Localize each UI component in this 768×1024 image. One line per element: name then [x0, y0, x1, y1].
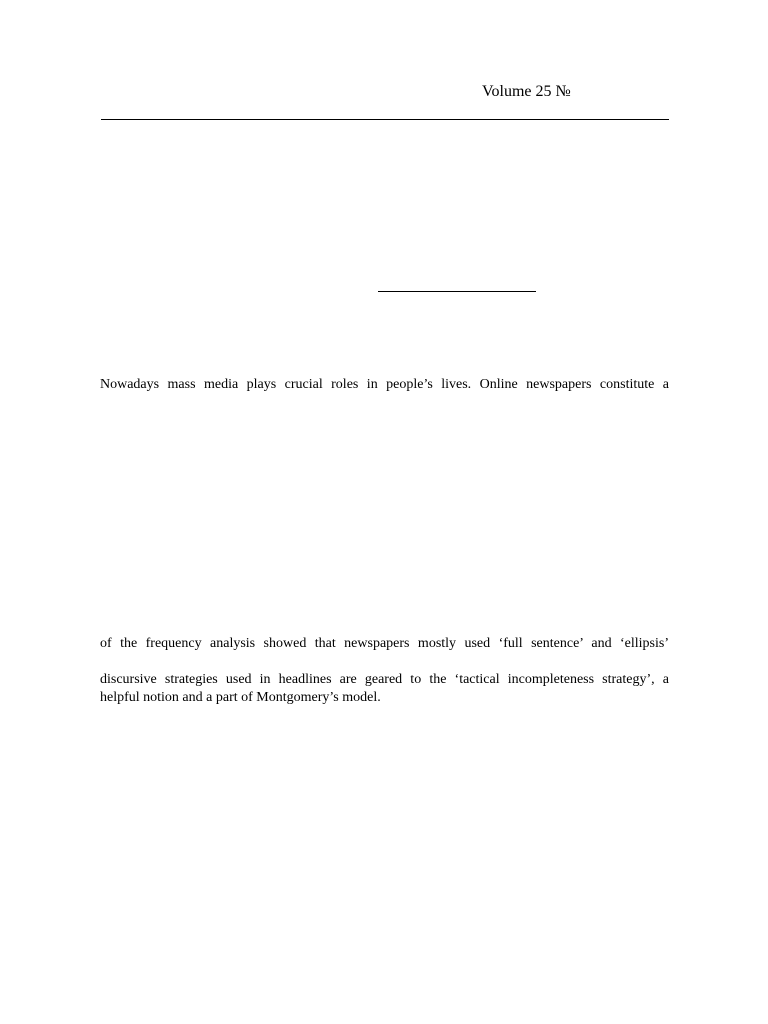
abstract-line-1: Nowadays mass media plays crucial roles in people’s lives. Online newspapers constitute a [100, 377, 669, 392]
abstract-line-2: of the frequency analysis showed that newspapers mostly used ‘full sentence’ and ‘ellipsis’ [100, 636, 669, 651]
abstract-line-4: helpful notion and a part of Montgomery’s model. [100, 690, 381, 705]
header-divider [101, 119, 669, 120]
abstract-line-3: discursive strategies used in headlines are geared to the ‘tactical incompleteness strategy’, a [100, 672, 669, 687]
volume-label: Volume 25 № [482, 83, 571, 100]
title-underline [378, 291, 536, 292]
